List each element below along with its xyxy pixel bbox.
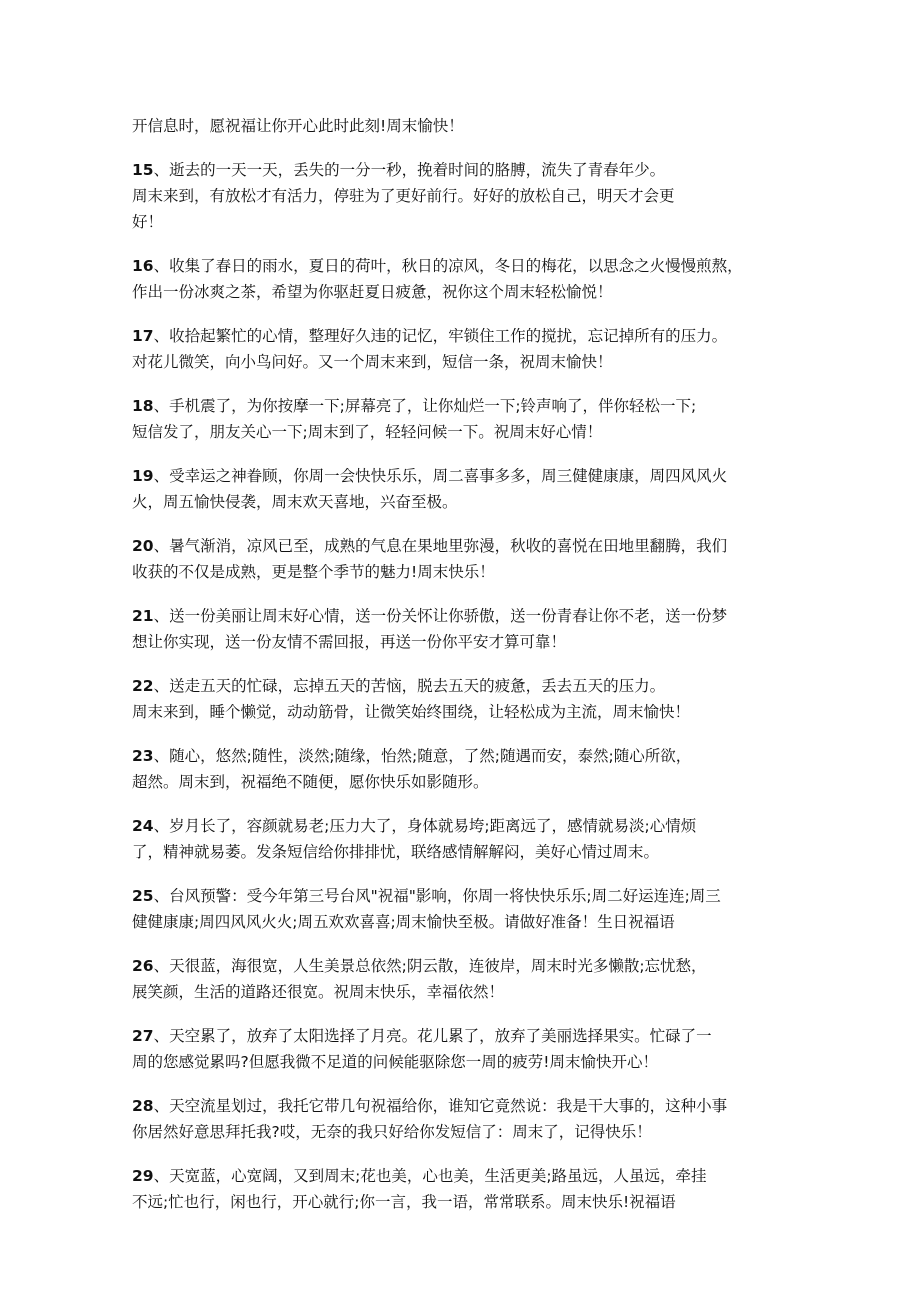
item-line bbox=[132, 629, 792, 655]
item-text: 逝去的一天一天，丢失的一分一秒，挽着时间的胳膊，流失了青春年少。 bbox=[169, 161, 666, 179]
item-number: 18 bbox=[132, 397, 154, 415]
item-number: 27 bbox=[132, 1027, 154, 1045]
list-item bbox=[132, 743, 792, 795]
item-text: 健健康康;周四风风火火;周五欢欢喜喜;周末愉快至极。请做好准备！生日祝福语 bbox=[132, 913, 675, 931]
list-item bbox=[132, 953, 792, 1005]
list-item bbox=[132, 883, 792, 935]
item-line bbox=[132, 1163, 792, 1189]
item-line bbox=[132, 953, 792, 979]
list-item bbox=[132, 1093, 792, 1145]
list-item bbox=[132, 323, 792, 375]
item-text: 周末来到，睡个懒觉，动动筋骨，让微笑始终围绕，让轻松成为主流，周末愉快！ bbox=[132, 703, 691, 721]
item-line bbox=[132, 673, 792, 699]
item-text: 短信发了，朋友关心一下;周末到了，轻轻问候一下。祝周末好心情！ bbox=[132, 423, 603, 441]
item-line bbox=[132, 1093, 792, 1119]
list-item bbox=[132, 603, 792, 655]
item-line bbox=[132, 209, 792, 235]
item-line bbox=[132, 603, 792, 629]
item-separator: 、 bbox=[153, 747, 170, 765]
item-line bbox=[132, 183, 792, 209]
item-text: 手机震了，为你按摩一下;屏幕亮了，让你灿烂一下;铃声响了，伴你轻松一下; bbox=[169, 397, 697, 415]
item-text: 周末来到，有放松才有活力，停驻为了更好前行。好好的放松自己，明天才会更 bbox=[132, 187, 675, 205]
item-text: 火，周五愉快侵袭，周末欢天喜地，兴奋至极。 bbox=[132, 493, 458, 511]
item-line bbox=[132, 489, 792, 515]
item-text: 收获的不仅是成熟，更是整个季节的魅力!周末快乐！ bbox=[132, 563, 495, 581]
item-number: 15 bbox=[132, 161, 154, 179]
item-text: 送一份美丽让周末好心情，送一份关怀让你骄傲，送一份青春让你不老，送一份梦 bbox=[169, 607, 728, 625]
item-line bbox=[132, 1189, 792, 1215]
list-item bbox=[132, 253, 792, 305]
item-text: 超然。周末到，祝福绝不随便，愿你快乐如影随形。 bbox=[132, 773, 489, 791]
list-item bbox=[132, 813, 792, 865]
item-text: 不远;忙也行，闲也行，开心就行;你一言，我一语，常常联系。周末快乐!祝福语 bbox=[132, 1193, 676, 1211]
item-line bbox=[132, 743, 792, 769]
item-text: 随心，悠然;随性，淡然;随缘，怡然;随意，了然;随遇而安，泰然;随心所欲， bbox=[169, 747, 692, 765]
item-text: 作出一份冰爽之茶，希望为你驱赶夏日疲惫，祝你这个周末轻松愉悦！ bbox=[132, 283, 613, 301]
item-text: 周的您感觉累吗?但愿我微不足道的问候能驱除您一周的疲劳!周末愉快开心！ bbox=[132, 1053, 658, 1071]
item-line bbox=[132, 393, 792, 419]
item-text: 想让你实现，送一份友情不需回报，再送一份你平安才算可靠！ bbox=[132, 633, 567, 651]
item-line bbox=[132, 559, 792, 585]
item-line bbox=[132, 349, 792, 375]
item-line bbox=[132, 909, 792, 935]
list-item bbox=[132, 393, 792, 445]
item-number: 22 bbox=[132, 677, 154, 695]
intro-paragraph bbox=[132, 113, 792, 139]
item-number: 26 bbox=[132, 957, 154, 975]
item-text: 受幸运之神眷顾，你周一会快快乐乐，周二喜事多多，周三健健康康，周四风风火 bbox=[169, 467, 728, 485]
item-text: 你居然好意思拜托我?哎，无奈的我只好给你发短信了：周末了，记得快乐！ bbox=[132, 1123, 652, 1141]
item-line bbox=[132, 533, 792, 559]
item-line bbox=[132, 463, 792, 489]
intro-line: 开信息时，愿祝福让你开心此时此刻!周末愉快！ bbox=[132, 117, 464, 135]
item-line bbox=[132, 769, 792, 795]
item-line bbox=[132, 979, 792, 1005]
item-line bbox=[132, 839, 792, 865]
item-text: 台风预警：受今年第三号台风"祝福"影响，你周一将快快乐乐;周二好运连连;周三 bbox=[169, 887, 721, 905]
item-line bbox=[132, 813, 792, 839]
item-separator: 、 bbox=[153, 397, 170, 415]
item-text: 好！ bbox=[132, 213, 164, 231]
item-number: 19 bbox=[132, 467, 154, 485]
list-item bbox=[132, 463, 792, 515]
item-text: 收集了春日的雨水，夏日的荷叶，秋日的凉风，冬日的梅花，以思念之火慢慢煎熬， bbox=[169, 257, 743, 275]
item-number: 20 bbox=[132, 537, 154, 555]
item-separator: 、 bbox=[153, 327, 170, 345]
item-separator: 、 bbox=[153, 537, 170, 555]
document-page bbox=[132, 113, 792, 1233]
item-text: 天宽蓝，心宽阔，又到周末;花也美，心也美，生活更美;路虽远，人虽远，牵挂 bbox=[169, 1167, 707, 1185]
item-separator: 、 bbox=[153, 1097, 170, 1115]
item-number: 28 bbox=[132, 1097, 154, 1115]
item-separator: 、 bbox=[153, 677, 170, 695]
item-number: 23 bbox=[132, 747, 154, 765]
item-text: 天很蓝，海很宽，人生美景总依然;阴云散，连彼岸，周末时光多懒散;忘忧愁， bbox=[169, 957, 707, 975]
item-text: 收拾起繁忙的心情，整理好久违的记忆，牢锁住工作的搅扰，忘记掉所有的压力。 bbox=[169, 327, 728, 345]
item-text: 展笑颜，生活的道路还很宽。祝周末快乐，幸福依然！ bbox=[132, 983, 505, 1001]
item-line bbox=[132, 419, 792, 445]
list-item bbox=[132, 157, 792, 235]
item-text: 天空流星划过，我托它带几句祝福给你，谁知它竟然说：我是干大事的，这种小事 bbox=[169, 1097, 728, 1115]
item-text: 天空累了，放弃了太阳选择了月亮。花儿累了，放弃了美丽选择果实。忙碌了一 bbox=[169, 1027, 712, 1045]
item-line bbox=[132, 279, 792, 305]
item-number: 25 bbox=[132, 887, 154, 905]
item-number: 17 bbox=[132, 327, 154, 345]
item-list bbox=[132, 157, 792, 1215]
item-text: 送走五天的忙碌，忘掉五天的苦恼，脱去五天的疲惫，丢去五天的压力。 bbox=[169, 677, 666, 695]
item-line bbox=[132, 1023, 792, 1049]
item-line bbox=[132, 323, 792, 349]
item-separator: 、 bbox=[153, 257, 170, 275]
list-item bbox=[132, 1163, 792, 1215]
item-separator: 、 bbox=[153, 607, 170, 625]
item-text: 岁月长了，容颜就易老;压力大了，身体就易垮;距离远了，感情就易淡;心情烦 bbox=[169, 817, 697, 835]
item-line bbox=[132, 883, 792, 909]
item-text: 对花儿微笑，向小鸟问好。又一个周末来到，短信一条，祝周末愉快！ bbox=[132, 353, 613, 371]
item-text: 暑气渐消，凉风已至，成熟的气息在果地里弥漫，秋收的喜悦在田地里翻腾，我们 bbox=[169, 537, 728, 555]
item-number: 24 bbox=[132, 817, 154, 835]
item-line bbox=[132, 1119, 792, 1145]
item-line bbox=[132, 157, 792, 183]
item-number: 29 bbox=[132, 1167, 154, 1185]
item-number: 16 bbox=[132, 257, 154, 275]
list-item bbox=[132, 673, 792, 725]
item-separator: 、 bbox=[153, 1167, 170, 1185]
item-separator: 、 bbox=[153, 1027, 170, 1045]
item-separator: 、 bbox=[153, 887, 170, 905]
item-text: 了，精神就易萎。发条短信给你排排忧，联络感情解解闷，美好心情过周末。 bbox=[132, 843, 660, 861]
item-separator: 、 bbox=[153, 467, 170, 485]
item-separator: 、 bbox=[153, 817, 170, 835]
item-line bbox=[132, 1049, 792, 1075]
item-separator: 、 bbox=[153, 957, 170, 975]
list-item bbox=[132, 1023, 792, 1075]
item-number: 21 bbox=[132, 607, 154, 625]
item-line bbox=[132, 699, 792, 725]
list-item bbox=[132, 533, 792, 585]
item-separator: 、 bbox=[153, 161, 170, 179]
item-line bbox=[132, 253, 792, 279]
